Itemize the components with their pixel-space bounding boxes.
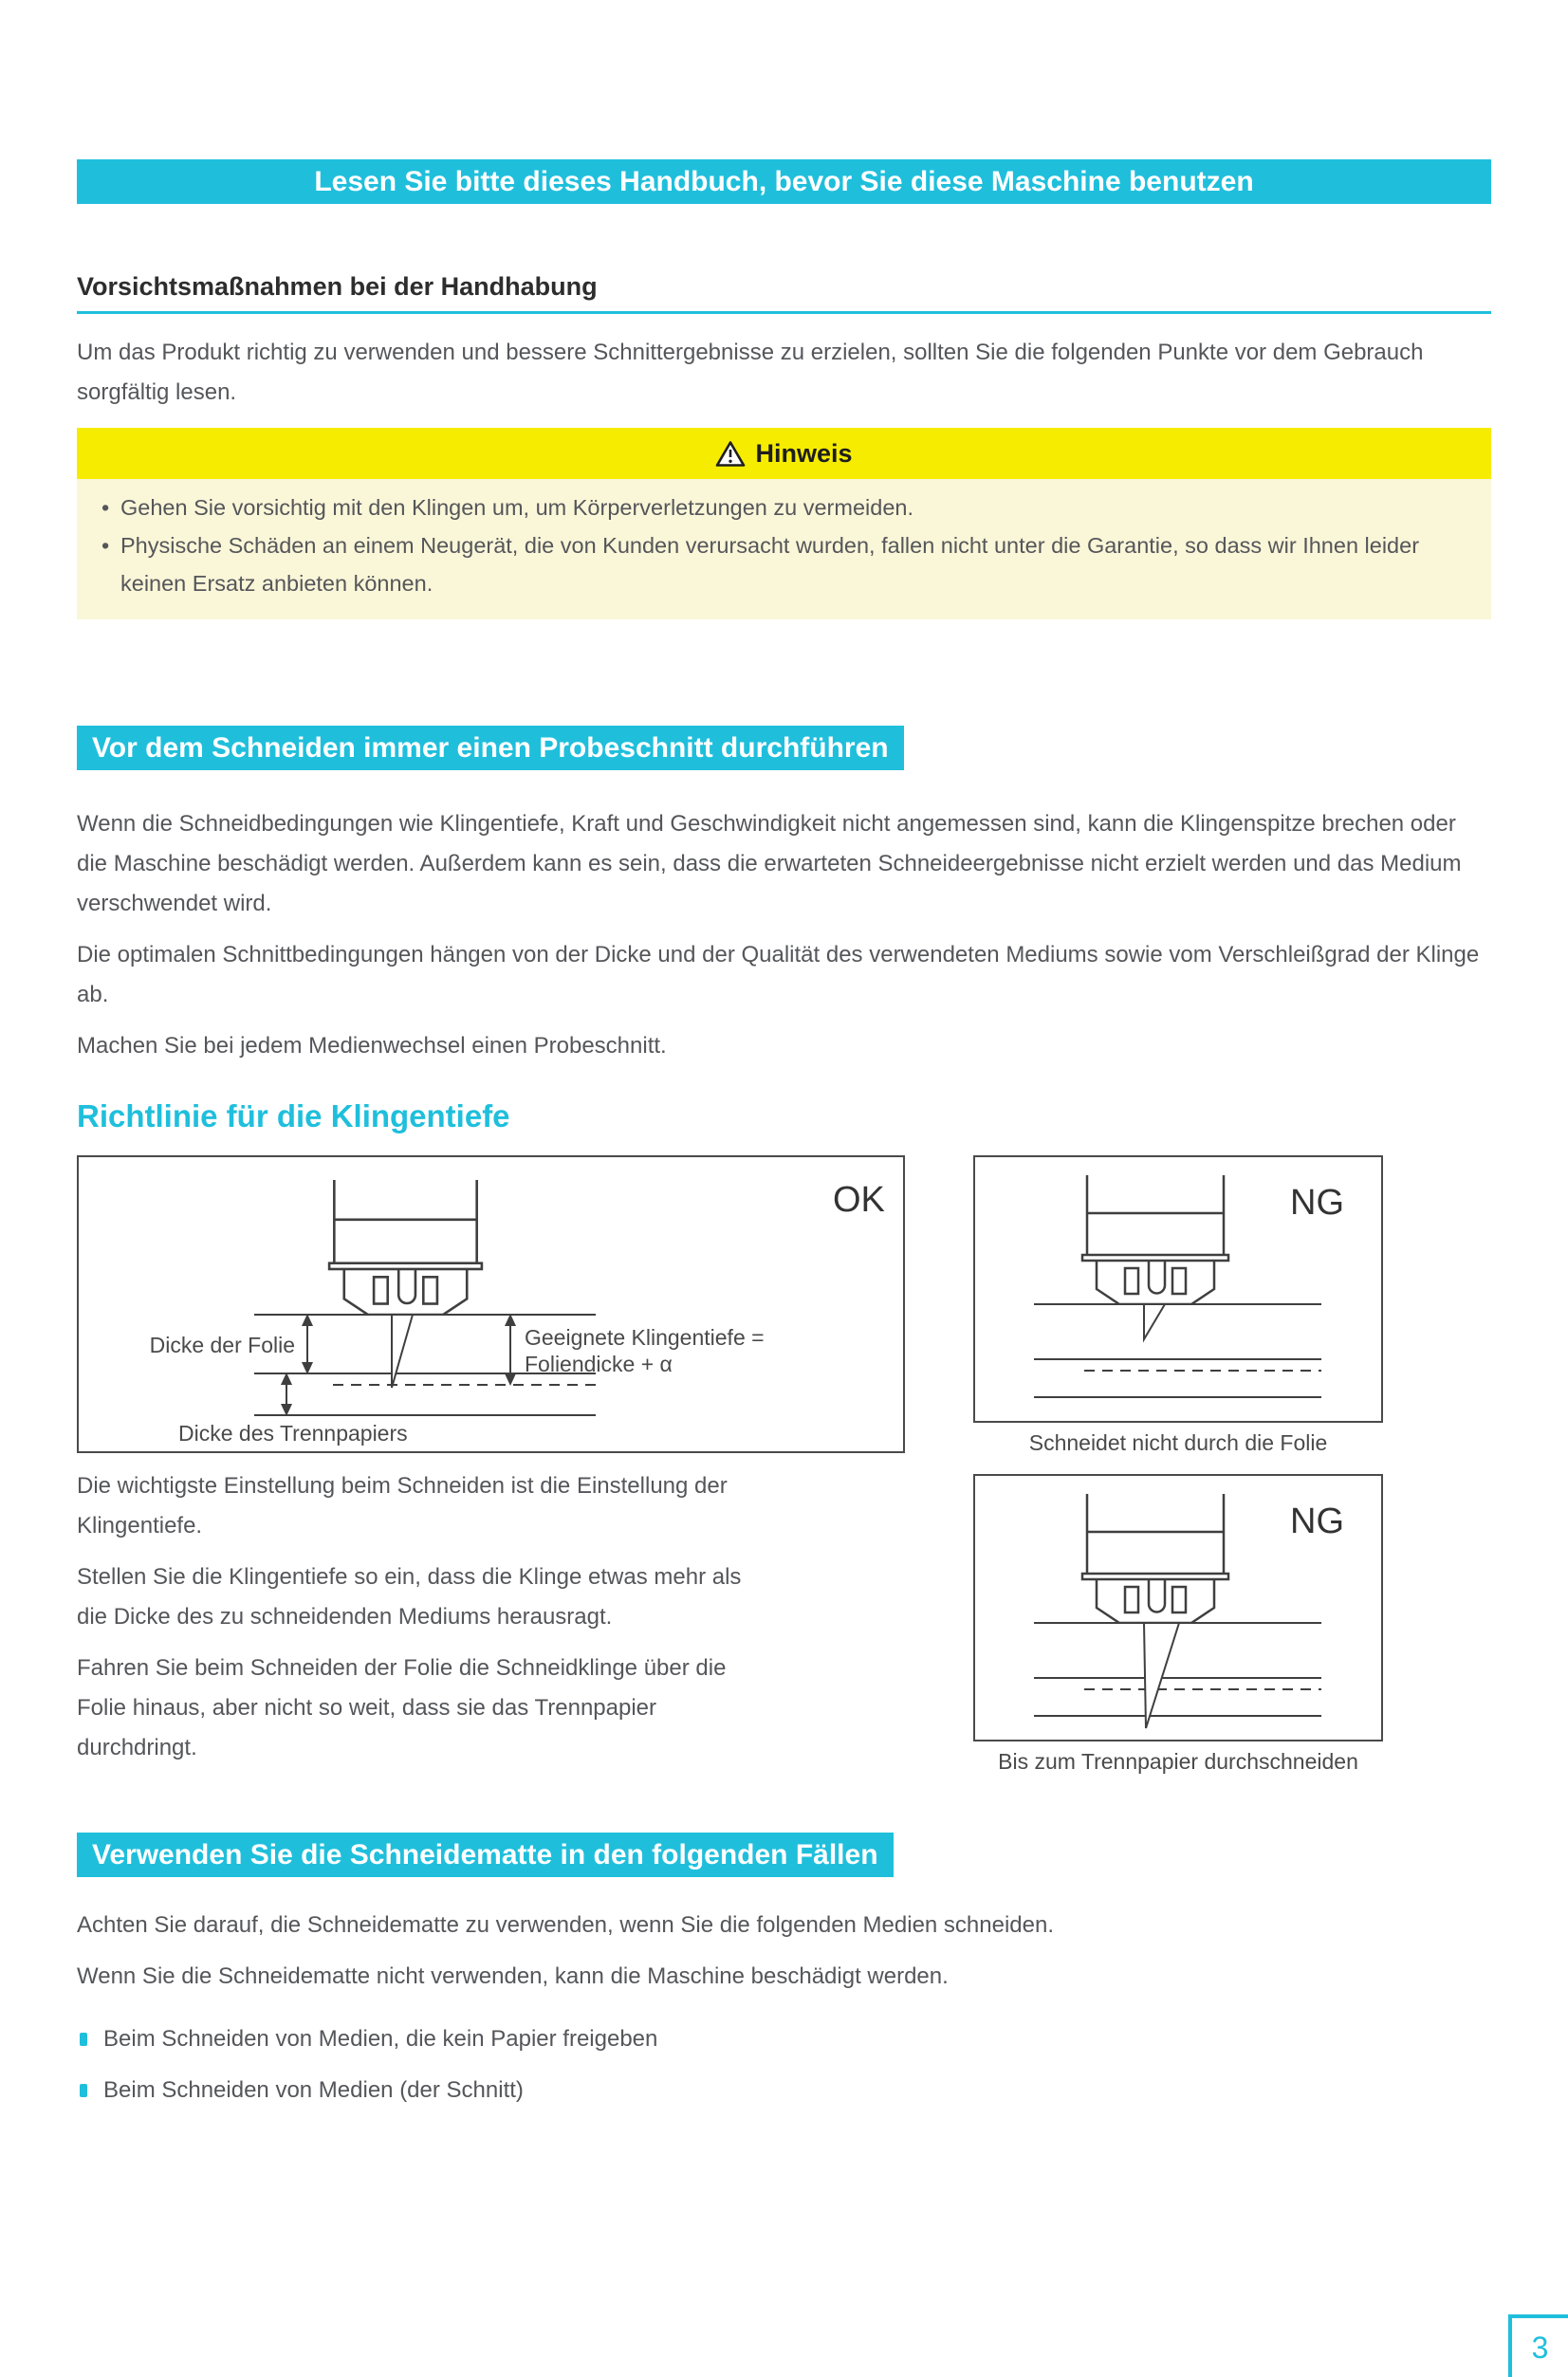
notice-item-list (100, 488, 1472, 602)
warning-triangle-icon (715, 440, 746, 468)
blade-depth-paragraph: Die wichtigste Einstellung beim Schneiden ist die Einstellung der Klingentiefe. (77, 1473, 728, 1539)
read-manual-banner: Lesen Sie bitte dieses Handbuch, bevor Sie diese Maschine benutzen (77, 159, 1491, 204)
cutting-mat-bullet: Beim Schneiden von Medien, die kein Papier freigeben (77, 2019, 1491, 2059)
paper-thickness-label: Dicke des Trennpapiers (178, 1421, 408, 1446)
ng-deep-blade-diagram (975, 1476, 1381, 1740)
notice-item: • Physische Schäden an einem Neugerät, die von Kunden verursacht wurden, fallen nicht unter die Garantie, so dass wir Ihnen leider keinen Ersatz anbieten können. (100, 526, 1472, 602)
blade-tip-icon (1144, 1304, 1165, 1339)
cutting-mat-section (77, 1906, 1491, 1997)
ok-diagram-box (77, 1155, 905, 1453)
notice-body (77, 479, 1491, 619)
film-thickness-label: Dicke der Folie (149, 1333, 295, 1357)
notice-header (77, 428, 1491, 479)
ng2-status-label: NG (1290, 1502, 1344, 1541)
notice-title: Hinweis (755, 438, 853, 468)
blade-depth-label-line2: Foliendicke + α (525, 1352, 673, 1376)
test-cut-section (77, 804, 1491, 1066)
cutting-mat-bullet: Beim Schneiden von Medien (der Schnitt) (77, 2071, 1491, 2110)
ng1-diagram-box (973, 1155, 1383, 1423)
blade-depth-label-line1: Geeignete Klingentiefe = (525, 1325, 765, 1350)
cutting-mat-bullet-list (77, 2019, 1491, 2110)
ng2-diagram-box (973, 1474, 1383, 1741)
cutting-mat-paragraph: Wenn Sie die Schneidematte nicht verwenden, kann die Maschine beschädigt werden. (77, 1963, 949, 1989)
test-cut-banner: Vor dem Schneiden immer einen Probeschnitt durchführen (77, 726, 904, 770)
blade-depth-diagrams (77, 1155, 1491, 1779)
blade-holder-icon (1082, 1175, 1228, 1304)
ng-shallow-blade-diagram (975, 1157, 1381, 1421)
blade-tip-icon (1144, 1623, 1179, 1728)
blade-depth-left-column (77, 1155, 905, 1779)
blade-depth-paragraph: Stellen Sie die Klingentiefe so ein, dass die Klinge etwas mehr als die Dicke des zu schneidenden Mediums herausragt. (77, 1564, 742, 1630)
page-content (0, 159, 1568, 2110)
test-cut-paragraph: Die optimalen Schnittbedingungen hängen von der Dicke und der Qualität des verwendeten Mediums sowie vom Verschleißgrad der Klinge ab. (77, 942, 1480, 1007)
blade-depth-right-column (973, 1155, 1383, 1776)
ok-status-label: OK (833, 1180, 885, 1220)
cutting-mat-paragraph: Achten Sie darauf, die Schneidematte zu verwenden, wenn Sie die folgenden Medien schneiden. (77, 1912, 1055, 1938)
blade-depth-paragraph: Fahren Sie beim Schneiden der Folie die Schneidklinge über die Folie hinaus, aber nicht so weit, dass sie das Trennpapier durchdringt. (77, 1655, 727, 1760)
handling-precautions-heading: Vorsichtsmaßnahmen bei der Handhabung (77, 272, 1491, 314)
handling-intro-paragraph: Um das Produkt richtig zu verwenden und bessere Schnittergebnisse zu erzielen, sollten Sie die folgenden Punkte vor dem Gebrauch sorgfältig lesen. (77, 340, 1424, 405)
ng2-caption: Bis zum Trennpapier durchschneiden (998, 1749, 1358, 1774)
notice-item: • Gehen Sie vorsichtig mit den Klingen um, um Körperverletzungen zu vermeiden. (100, 488, 1472, 526)
test-cut-paragraph: Machen Sie bei jedem Medienwechsel einen Probeschnitt. (77, 1033, 667, 1059)
cutting-mat-banner: Verwenden Sie die Schneidematte in den folgenden Fällen (77, 1833, 894, 1877)
blade-holder-icon (329, 1180, 482, 1315)
blade-depth-paragraphs (77, 1466, 905, 1768)
blade-depth-heading: Richtlinie für die Klingentiefe (77, 1098, 510, 1133)
ng1-status-label: NG (1290, 1183, 1344, 1223)
page-number: 3 (1531, 2330, 1549, 2365)
ok-blade-depth-diagram (79, 1157, 903, 1451)
blade-holder-icon (1082, 1494, 1228, 1623)
test-cut-paragraph: Wenn die Schneidbedingungen wie Klingentiefe, Kraft und Geschwindigkeit nicht angemessen sind, kann die Klingenspitze brechen oder die Maschine beschädigt werden. Außerdem kann es sein, dass die erwarteten Schneideergebnisse nicht erzielt werden und das Medium verschwendet wird. (77, 811, 1462, 916)
notice-box (77, 428, 1491, 619)
ng1-caption: Schneidet nicht durch die Folie (1028, 1430, 1328, 1455)
page-number-badge (1508, 2314, 1568, 2377)
blade-tip-icon (392, 1315, 413, 1388)
